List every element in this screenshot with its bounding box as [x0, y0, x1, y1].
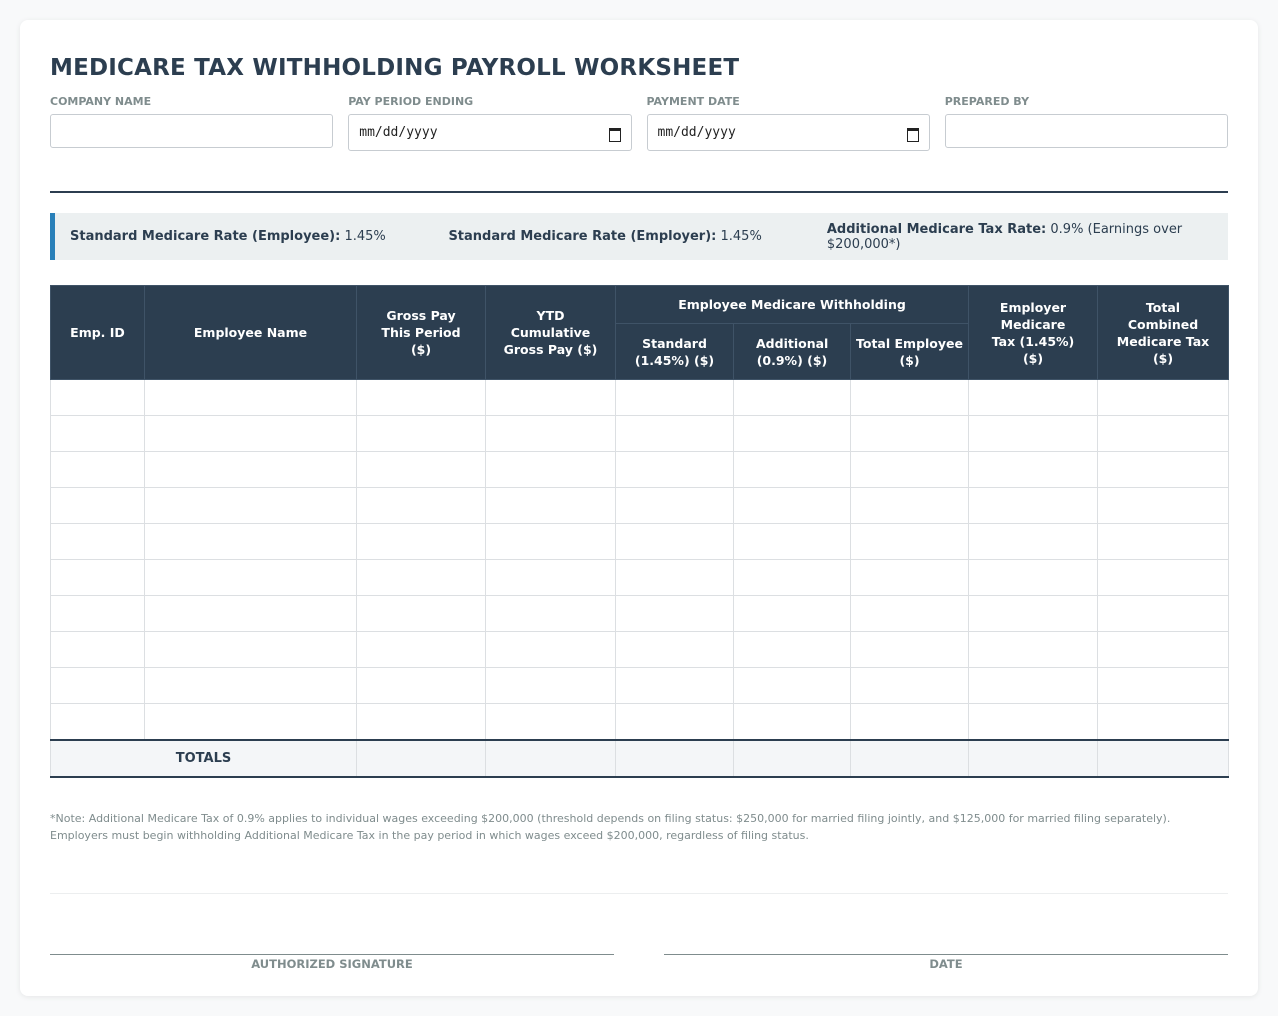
table-row: [51, 560, 1229, 596]
cell-emp-id[interactable]: [51, 596, 145, 632]
cell-total-employee[interactable]: [851, 632, 969, 668]
footer-divider: [50, 893, 1228, 894]
calendar-icon[interactable]: [907, 127, 919, 139]
totals-label: TOTALS: [51, 740, 357, 777]
total-combined: [1098, 740, 1229, 777]
cell-standard[interactable]: [616, 632, 734, 668]
cell-standard[interactable]: [616, 452, 734, 488]
cell-ytd-gross[interactable]: [486, 632, 616, 668]
cell-employee-name[interactable]: [145, 596, 357, 632]
cell-employer-tax[interactable]: [969, 452, 1098, 488]
cell-additional[interactable]: [734, 668, 851, 704]
additional-rate: [827, 222, 1228, 252]
worksheet: [20, 20, 1258, 996]
cell-standard[interactable]: [616, 596, 734, 632]
total-employer: [969, 740, 1098, 777]
cell-ytd-gross[interactable]: [486, 380, 616, 416]
cell-additional[interactable]: [734, 596, 851, 632]
cell-ytd-gross[interactable]: [486, 416, 616, 452]
cell-employee-name[interactable]: [145, 524, 357, 560]
cell-additional[interactable]: [734, 632, 851, 668]
pay-period-field-group: [348, 95, 631, 151]
table-row: [51, 524, 1229, 560]
cell-total-combined[interactable]: [1098, 380, 1229, 416]
section-divider: [50, 191, 1228, 193]
company-name-label: COMPANY NAME: [50, 95, 152, 108]
cell-additional[interactable]: [734, 452, 851, 488]
table-row: [51, 452, 1229, 488]
cell-total-combined[interactable]: [1098, 560, 1229, 596]
additional-rate-value: 0.9% (Earnings over $200,000*): [826, 221, 1183, 252]
cell-total-combined[interactable]: [1098, 632, 1229, 668]
cell-emp-id[interactable]: [51, 704, 145, 741]
cell-additional[interactable]: [734, 488, 851, 524]
cell-total-combined[interactable]: [1098, 416, 1229, 452]
table-row: [51, 380, 1229, 416]
cell-employee-name[interactable]: [145, 560, 357, 596]
cell-additional[interactable]: [734, 416, 851, 452]
prepared-by-input[interactable]: [945, 114, 1228, 148]
totals-row: [51, 740, 1229, 777]
cell-employer-tax[interactable]: [969, 416, 1098, 452]
cell-standard[interactable]: [616, 416, 734, 452]
cell-gross-pay[interactable]: [357, 488, 486, 524]
cell-total-employee[interactable]: [851, 596, 969, 632]
signature-date-line[interactable]: DATE: [664, 954, 1228, 971]
cell-employee-name[interactable]: [145, 452, 357, 488]
cell-employer-tax[interactable]: [969, 524, 1098, 560]
cell-standard[interactable]: [616, 488, 734, 524]
rates-banner: [50, 213, 1228, 260]
cell-total-employee[interactable]: [851, 668, 969, 704]
cell-emp-id[interactable]: [51, 560, 145, 596]
table-row: [51, 416, 1229, 452]
cell-total-combined[interactable]: [1098, 488, 1229, 524]
header-gross-pay: Gross Pay This Period ($): [357, 286, 486, 380]
cell-standard[interactable]: [616, 524, 734, 560]
total-additional: [734, 740, 851, 777]
cell-gross-pay[interactable]: [357, 596, 486, 632]
prepared-by-label: PREPARED BY: [944, 95, 1030, 108]
cell-total-combined[interactable]: [1098, 704, 1229, 741]
header-ytd-gross: YTD Cumulative Gross Pay ($): [486, 286, 616, 380]
payment-date-input[interactable]: [647, 114, 930, 151]
cell-emp-id[interactable]: [51, 380, 145, 416]
cell-standard[interactable]: [616, 380, 734, 416]
cell-total-employee[interactable]: [851, 452, 969, 488]
cell-total-employee[interactable]: [851, 524, 969, 560]
additional-rate-label: Additional Medicare Tax Rate:: [826, 221, 1047, 237]
cell-gross-pay[interactable]: [357, 668, 486, 704]
header-total-employee: Total Employee ($): [851, 324, 969, 380]
cell-employee-name[interactable]: [145, 668, 357, 704]
cell-employer-tax[interactable]: [969, 668, 1098, 704]
cell-ytd-gross[interactable]: [486, 524, 616, 560]
cell-total-combined[interactable]: [1098, 452, 1229, 488]
pay-period-ending-value: mm/dd/yyyy: [359, 125, 438, 140]
header-additional: Additional (0.9%) ($): [734, 324, 851, 380]
cell-emp-id[interactable]: [51, 488, 145, 524]
prepared-by-field-group: [945, 95, 1228, 151]
employee-rate-label: Standard Medicare Rate (Employee):: [70, 229, 341, 244]
cell-emp-id[interactable]: [51, 524, 145, 560]
cell-employer-tax[interactable]: [969, 632, 1098, 668]
cell-employee-name[interactable]: [145, 380, 357, 416]
employer-rate-label: Standard Medicare Rate (Employer):: [448, 229, 717, 244]
cell-total-combined[interactable]: [1098, 668, 1229, 704]
header-employer-tax: Employer Medicare Tax (1.45%) ($): [969, 286, 1098, 380]
total-standard: [616, 740, 734, 777]
total-gross-pay: [357, 740, 486, 777]
cell-gross-pay[interactable]: [357, 632, 486, 668]
header-emp-id: Emp. ID: [51, 286, 145, 380]
cell-employer-tax[interactable]: [969, 704, 1098, 741]
company-name-field-group: [50, 95, 333, 151]
authorized-signature-line[interactable]: AUTHORIZED SIGNATURE: [50, 954, 614, 971]
table-row: [51, 596, 1229, 632]
header-standard: Standard (1.45%) ($): [616, 324, 734, 380]
company-name-input[interactable]: [50, 114, 333, 148]
cell-employee-name[interactable]: [145, 488, 357, 524]
cell-gross-pay[interactable]: [357, 416, 486, 452]
cell-gross-pay[interactable]: [357, 704, 486, 741]
cell-ytd-gross[interactable]: [486, 596, 616, 632]
cell-gross-pay[interactable]: [357, 452, 486, 488]
payment-date-label: PAYMENT DATE: [646, 95, 740, 108]
cell-total-employee[interactable]: [851, 416, 969, 452]
cell-ytd-gross[interactable]: [486, 452, 616, 488]
cell-standard[interactable]: [616, 704, 734, 741]
cell-total-combined[interactable]: [1098, 524, 1229, 560]
cell-emp-id[interactable]: [51, 632, 145, 668]
signature-section: [50, 954, 1228, 971]
cell-standard[interactable]: [616, 668, 734, 704]
pay-period-label: PAY PERIOD ENDING: [348, 95, 474, 108]
cell-additional[interactable]: [734, 704, 851, 741]
employee-rate: [70, 229, 448, 244]
cell-gross-pay[interactable]: [357, 380, 486, 416]
table-row: [51, 632, 1229, 668]
cell-emp-id[interactable]: [51, 416, 145, 452]
cell-total-combined[interactable]: [1098, 596, 1229, 632]
table-row: [51, 668, 1229, 704]
employee-rate-value: 1.45%: [344, 229, 386, 244]
pay-period-ending-input[interactable]: [348, 114, 631, 151]
cell-ytd-gross[interactable]: [486, 668, 616, 704]
cell-employee-name[interactable]: [145, 632, 357, 668]
cell-additional[interactable]: [734, 524, 851, 560]
table-body: [51, 380, 1229, 741]
total-ytd: [486, 740, 616, 777]
cell-total-employee[interactable]: [851, 488, 969, 524]
calendar-icon[interactable]: [609, 127, 621, 139]
cell-ytd-gross[interactable]: [486, 488, 616, 524]
cell-employee-name[interactable]: [145, 416, 357, 452]
cell-ytd-gross[interactable]: [486, 560, 616, 596]
cell-employer-tax[interactable]: [969, 380, 1098, 416]
cell-employer-tax[interactable]: [969, 596, 1098, 632]
header-total-combined: Total Combined Medicare Tax ($): [1098, 286, 1229, 380]
employer-rate: [448, 229, 826, 244]
cell-additional[interactable]: [734, 380, 851, 416]
cell-additional[interactable]: [734, 560, 851, 596]
cell-ytd-gross[interactable]: [486, 704, 616, 741]
total-employee: [851, 740, 969, 777]
cell-gross-pay[interactable]: [357, 560, 486, 596]
cell-employee-name[interactable]: [145, 704, 357, 741]
cell-total-employee[interactable]: [851, 704, 969, 741]
employer-rate-value: 1.45%: [720, 229, 762, 244]
payment-date-field-group: [647, 95, 930, 151]
header-employee-name: Employee Name: [145, 286, 357, 380]
cell-emp-id[interactable]: [51, 452, 145, 488]
cell-gross-pay[interactable]: [357, 524, 486, 560]
payment-date-value: mm/dd/yyyy: [657, 125, 736, 140]
cell-employer-tax[interactable]: [969, 560, 1098, 596]
header-fields: [50, 95, 1228, 151]
payroll-table: [50, 285, 1229, 778]
header-employee-withholding-group: Employee Medicare Withholding: [616, 286, 969, 324]
table-row: [51, 704, 1229, 741]
cell-standard[interactable]: [616, 560, 734, 596]
cell-total-employee[interactable]: [851, 560, 969, 596]
page-title: MEDICARE TAX WITHHOLDING PAYROLL WORKSHEET: [50, 55, 740, 81]
cell-employer-tax[interactable]: [969, 488, 1098, 524]
footnote: *Note: Additional Medicare Tax of 0.9% applies to individual wages exceeding $200,000 (threshold depends on filing status: $250,000 for married filing jointly, and $125,000 for married filing separately). Employers must begin withholding Additional Medicare Tax in the pay period in which wages exceed $200,000, regardless of filing status.: [50, 812, 1171, 842]
table-row: [51, 488, 1229, 524]
cell-total-employee[interactable]: [851, 380, 969, 416]
cell-emp-id[interactable]: [51, 668, 145, 704]
